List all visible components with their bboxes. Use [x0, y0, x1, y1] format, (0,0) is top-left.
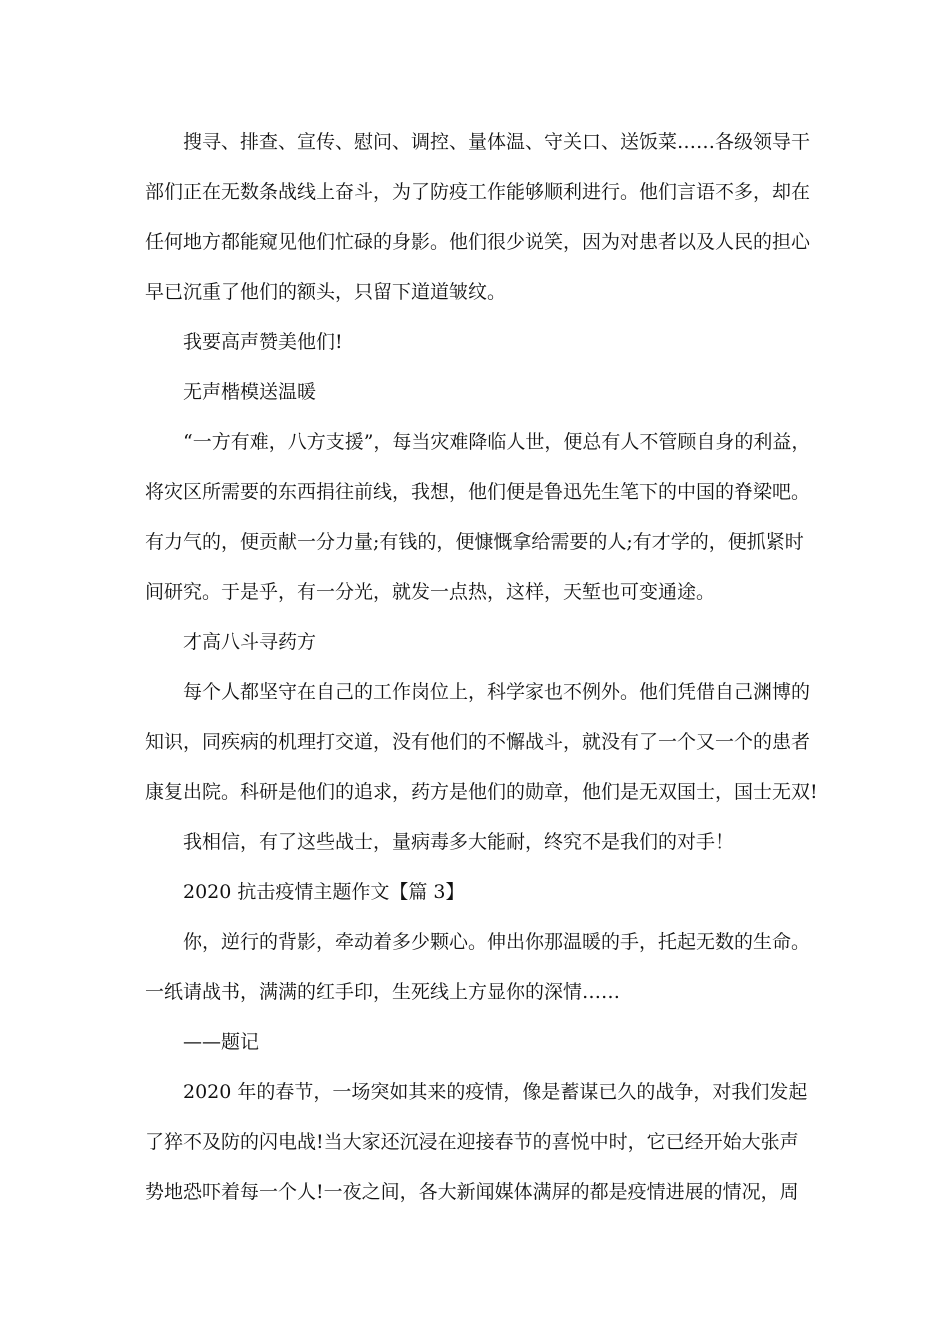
paragraph [145, 317, 810, 367]
text-line: 2020 抗击疫情主题作文【篇 3】 [183, 881, 465, 903]
paragraph [145, 417, 810, 617]
paragraph [145, 1017, 810, 1067]
text-line: 间研究。于是乎，有一分光，就发一点热，这样，天堑也可变通途。 [145, 581, 716, 603]
document-body [145, 117, 818, 1217]
text-line: 我要高声赞美他们! [183, 331, 343, 353]
paragraph [145, 367, 810, 417]
text-line: 势地恐吓着每一个人!一夜之间，各大新闻媒体满屏的都是疫情进展的情况，周 [145, 1181, 799, 1203]
paragraph [145, 1067, 810, 1217]
text-line: 任何地方都能窥见他们忙碌的身影。他们很少说笑，因为对患者以及人民的担心 [145, 231, 811, 253]
text-line: 无声楷模送温暖 [183, 381, 317, 403]
paragraph [145, 917, 810, 1017]
paragraph [145, 617, 810, 667]
text-line: 将灾区所需要的东西捐往前线，我想，他们便是鲁迅先生笔下的中国的脊梁吧。 [145, 481, 811, 503]
text-line: 2020 年的春节，一场突如其来的疫情，像是蓄谋已久的战争，对我们发起 [183, 1081, 808, 1103]
text-line: 一纸请战书，满满的红手印，生死线上方显你的深情…… [145, 981, 621, 1003]
text-line: 搜寻、排查、宣传、慰问、调控、量体温、守关口、送饭菜……各级领导干 [183, 131, 811, 153]
text-line: 了猝不及防的闪电战!当大家还沉浸在迎接春节的喜悦中时，它已经开始大张声 [145, 1131, 799, 1153]
paragraph [145, 117, 810, 317]
text-line: 早已沉重了他们的额头，只留下道道皱纹。 [145, 281, 507, 303]
paragraph [145, 867, 810, 917]
text-line: ——题记 [183, 1031, 260, 1053]
text-line: 才高八斗寻药方 [183, 631, 317, 653]
text-line: 部们正在无数条战线上奋斗，为了防疫工作能够顺利进行。他们言语不多，却在 [145, 181, 811, 203]
text-line: 知识，同疾病的机理打交道，没有他们的不懈战斗，就没有了一个又一个的患者 [145, 731, 811, 753]
text-line: 康复出院。科研是他们的追求，药方是他们的勋章，他们是无双国士，国士无双! [145, 781, 818, 803]
paragraph [145, 667, 818, 817]
text-line: 每个人都坚守在自己的工作岗位上，科学家也不例外。他们凭借自己渊博的 [183, 681, 811, 703]
text-line: 我相信，有了这些战士，量病毒多大能耐，终究不是我们的对手！ [183, 831, 735, 853]
text-line: “一方有难，八方支援”，每当灾难降临人世，便总有人不管顾自身的利益， [183, 431, 811, 453]
text-line: 你，逆行的背影，牵动着多少颗心。伸出你那温暖的手，托起无数的生命。 [183, 931, 811, 953]
paragraph [145, 817, 810, 867]
text-line: 有力气的，便贡献一分力量;有钱的，便慷慨拿给需要的人;有才学的，便抓紧时 [145, 531, 804, 553]
